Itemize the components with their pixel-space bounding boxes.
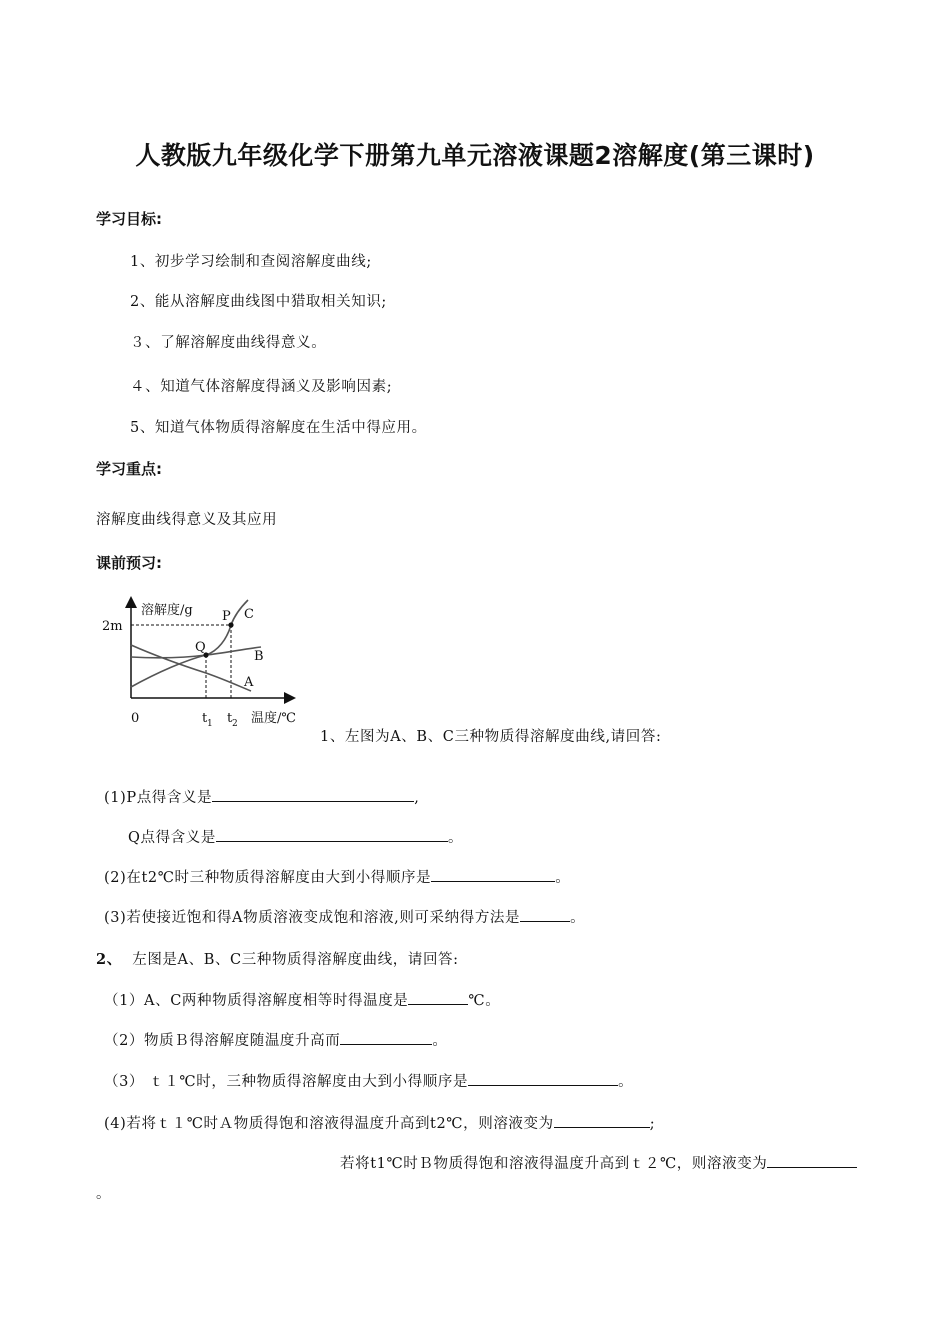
q1-part-1b-text: Q点得含义是 [128, 830, 216, 846]
curve-b-label: B [254, 649, 264, 664]
q2-part-2-end: 。 [432, 1033, 448, 1049]
q1-part-1b [128, 826, 463, 847]
solubility-curve-figure [96, 596, 316, 736]
q2-part-1 [104, 989, 500, 1010]
objective-item: 5、知道气体物质得溶解度在生活中得应用。 [130, 420, 427, 436]
q1-part-1b-end: 。 [448, 830, 464, 846]
q2-part-3-text: （3） ｔ１℃时，三种物质得溶解度由大到小得顺序是 [104, 1074, 469, 1090]
answer-blank[interactable] [554, 1113, 650, 1128]
answer-blank[interactable] [520, 907, 570, 922]
q2-number: 2、 [96, 951, 122, 968]
x-tick-t1: t [202, 711, 208, 726]
preview-heading: 课前预习: [96, 554, 162, 572]
q1-part-2 [104, 866, 570, 887]
x-tick-t2-subscript: 2 [232, 719, 238, 729]
point-p-label: P [222, 609, 231, 624]
q1-intro: 1、左图为A、B、C三种物质得溶解度曲线,请回答: [320, 729, 662, 745]
q1-part-1 [104, 786, 419, 807]
q2-part-4-text: (4)若将ｔ１℃时Ａ物质得饱和溶液得温度升高到t2℃，则溶液变为 [104, 1116, 554, 1132]
objective-item: 1、初步学习绘制和查阅溶解度曲线; [130, 254, 372, 270]
curve-c-label: C [244, 607, 254, 622]
q1-part-2-end: 。 [555, 870, 571, 886]
q2-part-5 [340, 1152, 857, 1173]
x-tick-t2: t [227, 711, 233, 726]
y-tick-label: 2m [102, 619, 123, 634]
origin-label: 0 [131, 711, 140, 726]
q2-intro: 左图是A、B、C三种物质得溶解度曲线，请回答: [132, 952, 459, 968]
answer-blank[interactable] [431, 867, 555, 882]
q2-part-3-end: 。 [618, 1074, 634, 1090]
q1-part-1-text: (1)P点得含义是 [104, 790, 213, 806]
objective-item: ３、了解溶解度曲线得意义。 [130, 335, 327, 351]
q2-part-3 [104, 1070, 633, 1091]
x-tick-t1-subscript: 1 [207, 719, 213, 729]
q2-part-1-text: （1）A、C两种物质得溶解度相等时得温度是 [104, 993, 409, 1009]
objective-item: 2、能从溶解度曲线图中猎取相关知识; [130, 294, 387, 310]
answer-blank[interactable] [212, 787, 414, 802]
q2-part-2 [104, 1029, 447, 1050]
q1-part-2-text: (2)在t2℃时三种物质得溶解度由大到小得顺序是 [104, 870, 432, 886]
q2-part-2-text: （2）物质Ｂ得溶解度随温度升高而 [104, 1033, 341, 1049]
q2-part-5-text: 若将t1℃时Ｂ物质得饱和溶液得温度升高到ｔ２℃，则溶液变为 [340, 1156, 768, 1172]
q1-part-3 [104, 906, 585, 927]
answer-blank[interactable] [340, 1030, 432, 1045]
focus-text: 溶解度曲线得意义及其应用 [96, 512, 278, 528]
answer-blank[interactable] [408, 990, 468, 1005]
point-q-label: Q [195, 640, 206, 655]
q1-part-3-end: 。 [570, 910, 586, 926]
curve-a-label: A [244, 675, 254, 690]
q2-part-4 [104, 1112, 655, 1133]
answer-blank[interactable] [767, 1153, 857, 1168]
y-axis-label: 溶解度/g [141, 603, 193, 618]
answer-blank[interactable] [468, 1071, 618, 1086]
q2-part-5-end: 。 [96, 1186, 112, 1202]
q1-part-1-end: , [414, 790, 420, 806]
q2-part-4-end: ; [649, 1116, 656, 1132]
page-title: 人教版九年级化学下册第九单元溶液课题2溶解度(第三课时) [135, 141, 815, 170]
x-axis-label: 温度/℃ [251, 711, 296, 726]
objective-item: ４、知道气体溶解度得涵义及影响因素; [130, 379, 393, 395]
q2-intro-line [96, 948, 459, 969]
q2-part-1-end: ℃。 [468, 993, 501, 1009]
objectives-heading: 学习目标: [96, 210, 162, 228]
q1-part-3-text: (3)若使接近饱和得A物质溶液变成饱和溶液,则可采纳得方法是 [104, 910, 521, 926]
focus-heading: 学习重点: [96, 460, 162, 478]
answer-blank[interactable] [216, 827, 448, 842]
